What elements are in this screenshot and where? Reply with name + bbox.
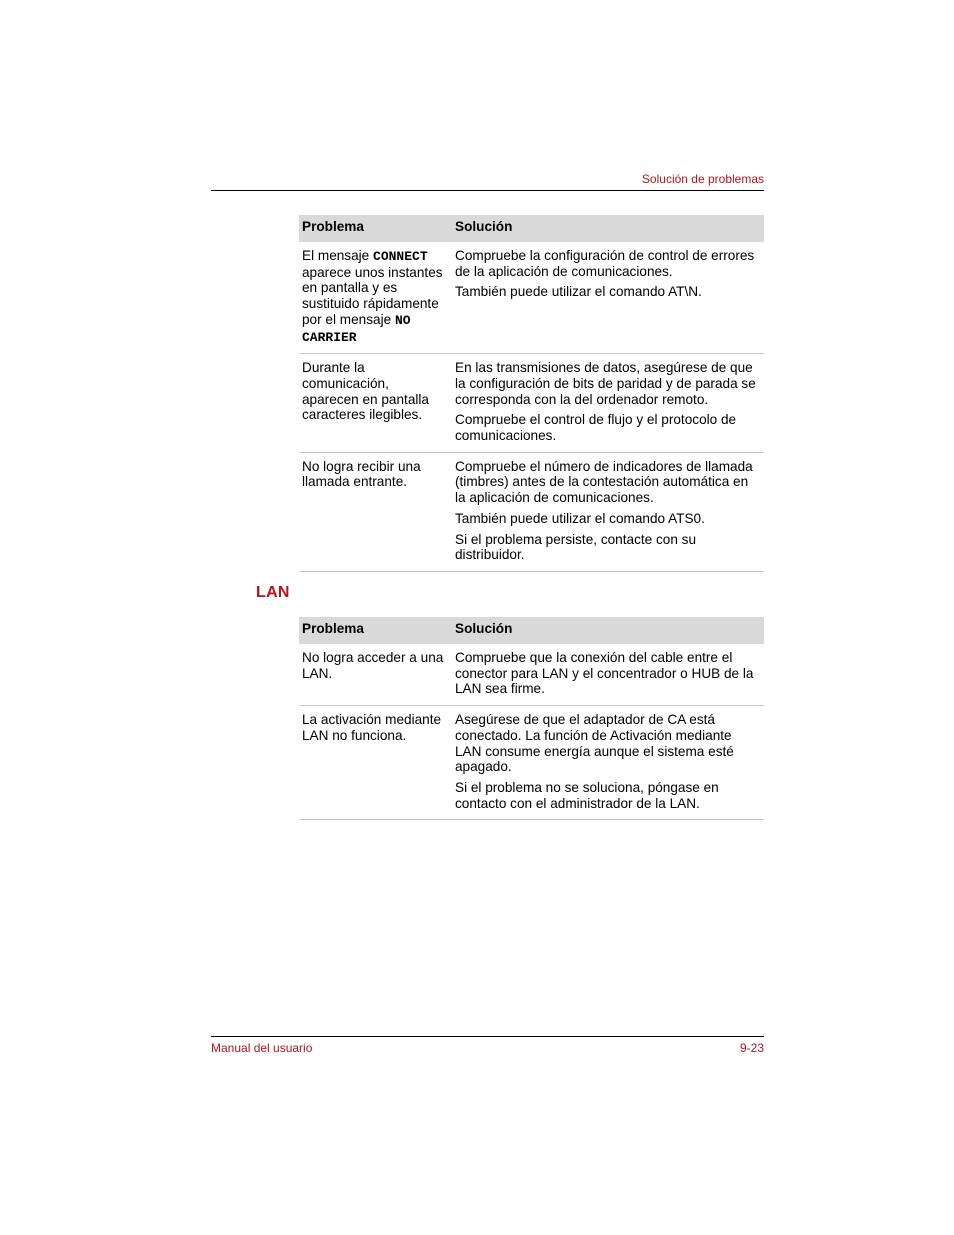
table-header-row xyxy=(299,215,764,242)
solution-paragraph: Compruebe el control de flujo y el protocolo de comunicaciones. xyxy=(455,412,737,444)
table-row xyxy=(299,452,764,571)
section-heading-lan: LAN xyxy=(256,584,290,601)
footer-rule xyxy=(211,1036,764,1037)
table-row xyxy=(299,644,764,706)
solution-cell xyxy=(452,354,764,453)
problem-cell: No logra recibir una llamada entrante. xyxy=(299,452,452,571)
column-header-problem: Problema xyxy=(299,617,452,644)
solution-cell xyxy=(452,452,764,571)
column-header-problem: Problema xyxy=(299,215,452,242)
problem-cell: Durante la comunicación, aparecen en pantalla caracteres ilegibles. xyxy=(299,354,452,453)
column-header-solution: Solución xyxy=(452,617,764,644)
lan-troubleshooting-table xyxy=(299,617,764,820)
table-row xyxy=(299,242,764,354)
footer-manual-title: Manual del usuario xyxy=(211,1041,313,1055)
table-row xyxy=(299,706,764,820)
page-number: 9-23 xyxy=(739,1041,764,1055)
problem-text: aparece unos instantes en pantalla y es sustituido rápidamente por el mensaje xyxy=(302,264,443,327)
column-header-solution: Solución xyxy=(452,215,764,242)
solution-paragraph: Compruebe la configuración de control de errores de la aplicación de comunicaciones. xyxy=(455,248,755,279)
problem-cell xyxy=(299,242,452,354)
problem-cell: No logra acceder a una LAN. xyxy=(299,644,452,706)
solution-paragraph: Compruebe que la conexión del cable entre el conector para LAN y el concentrador o HUB de la LAN sea firme. xyxy=(455,650,754,697)
solution-paragraph: Si el problema persiste, contacte con su distribuidor. xyxy=(455,531,697,563)
solution-paragraph: En las transmisiones de datos, asegúrese de que la configuración de bits de paridad y de parada se corresponda con la del ordenador remoto. xyxy=(455,360,756,407)
problem-text: El mensaje xyxy=(302,248,374,263)
solution-paragraph: También puede utilizar el comando AT\N. xyxy=(455,284,702,300)
problem-cell: La activación mediante LAN no funciona. xyxy=(299,706,452,820)
solution-cell xyxy=(452,242,764,354)
solution-paragraph: Si el problema no se soluciona, póngase en contacto con el administrador de la LAN. xyxy=(455,779,719,811)
table-row xyxy=(299,354,764,453)
solution-paragraph: Compruebe el número de indicadores de llamada (timbres) antes de la contestación automática en la aplicación de comunicaciones. xyxy=(455,458,753,506)
solution-paragraph: También puede utilizar el comando ATS0. xyxy=(455,510,705,526)
code-text: CONNECT xyxy=(373,249,428,264)
modem-troubleshooting-table xyxy=(299,215,764,572)
solution-paragraph: Asegúrese de que el adaptador de CA está conectado. La función de Activación mediante LAN consume energía aunque el sistema esté apagado. xyxy=(455,712,734,775)
solution-cell xyxy=(452,644,764,706)
running-header: Solución de problemas xyxy=(641,172,764,186)
solution-cell xyxy=(452,706,764,820)
code-text: NO CARRIER xyxy=(302,312,411,345)
header-rule xyxy=(211,190,764,191)
table-header-row xyxy=(299,617,764,644)
